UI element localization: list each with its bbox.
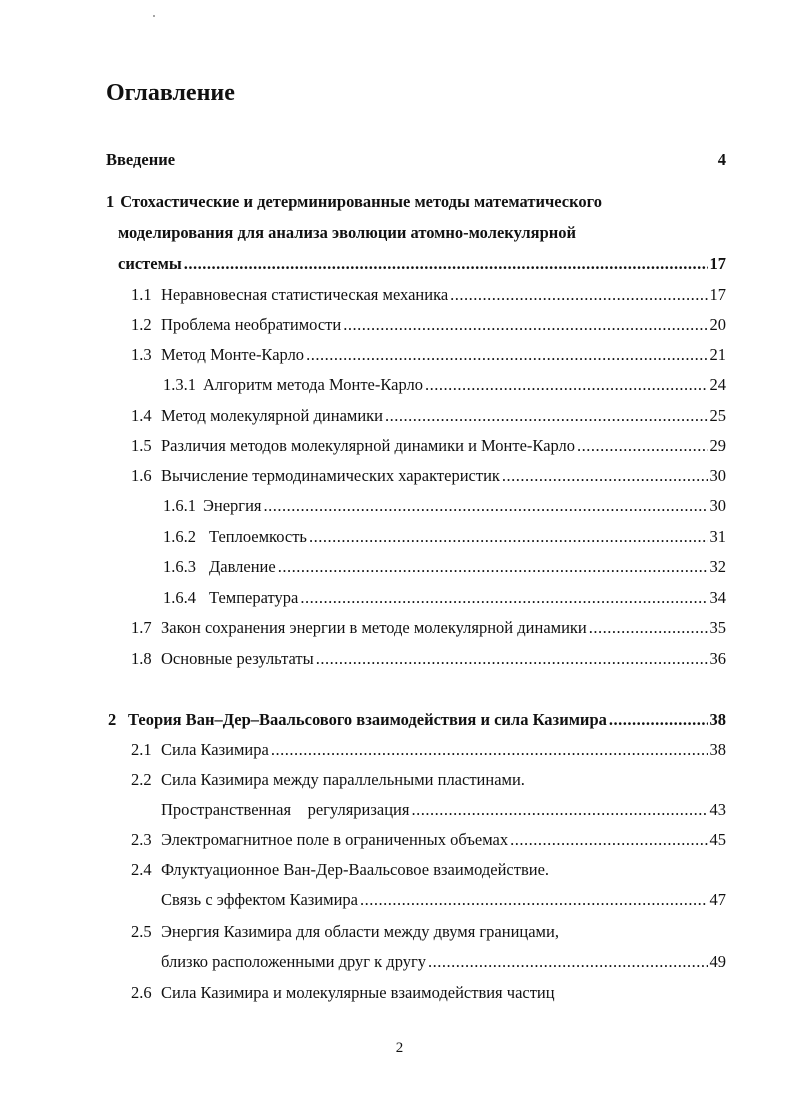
toc-entry-2-5-line1[interactable] <box>131 918 726 946</box>
toc-chapter-number: 1 <box>106 192 115 211</box>
toc-entry-1-6-1[interactable] <box>163 492 726 520</box>
toc-section-number: 1.6.4 <box>163 588 196 607</box>
toc-page-number: 25 <box>709 406 726 425</box>
toc-page-number: 34 <box>709 588 726 607</box>
toc-label: Вычисление термодинамических характеристик <box>161 466 500 485</box>
toc-section-number: 1.4 <box>131 406 152 425</box>
toc-page-number: 45 <box>709 830 726 849</box>
toc-label: Введение <box>106 150 176 169</box>
dot-leader <box>271 736 708 764</box>
toc-entry-2-5-line2[interactable] <box>161 948 726 976</box>
toc-page-number: 20 <box>709 315 726 334</box>
toc-label: Сила Казимира <box>161 740 269 759</box>
dot-leader <box>589 614 708 642</box>
toc-section-number: 1.3 <box>131 345 152 364</box>
toc-label: Сила Казимира и молекулярные взаимодействия частиц <box>161 983 555 1002</box>
toc-entry-2-3[interactable] <box>131 826 726 854</box>
toc-label: Флуктуационное Ван-Дер-Ваальсовое взаимодействие. <box>161 860 550 879</box>
toc-chapter-1-line1[interactable] <box>106 188 726 216</box>
toc-entry-2-2-line2[interactable] <box>161 796 726 824</box>
toc-page-number: 17 <box>709 254 726 273</box>
toc-page-number: 31 <box>709 527 726 546</box>
toc-page-number: 4 <box>717 150 726 169</box>
dot-leader <box>510 826 707 854</box>
toc-label: Сила Казимира между параллельными пластинами. <box>161 770 525 789</box>
toc-entry-2-2-line1[interactable] <box>131 766 726 794</box>
dot-leader <box>343 311 707 339</box>
toc-section-number: 1.8 <box>131 649 152 668</box>
toc-entry-1-6[interactable] <box>131 462 726 490</box>
dot-leader <box>577 432 707 460</box>
dot-leader <box>360 886 708 914</box>
toc-section-number: 1.6.2 <box>163 527 196 546</box>
toc-entry-1-3[interactable] <box>131 341 726 369</box>
toc-entry-1-4[interactable] <box>131 402 726 430</box>
toc-label: Теория Ван–Дер–Ваальсового взаимодействия и сила Казимира <box>128 710 607 729</box>
toc-section-number: 1.6 <box>131 466 152 485</box>
toc-label: Неравновесная статистическая механика <box>161 285 449 304</box>
toc-entry-2-4-line2[interactable] <box>161 886 726 914</box>
toc-label: Температура <box>209 588 299 607</box>
toc-entry-1-5[interactable] <box>131 432 726 460</box>
toc-label: Теплоемкость <box>209 527 307 546</box>
toc-page-number: 38 <box>709 740 726 759</box>
toc-entry-1-2[interactable] <box>131 311 726 339</box>
toc-page-number: 29 <box>709 436 726 455</box>
toc-chapter-2[interactable] <box>108 706 726 734</box>
dot-leader <box>428 948 707 976</box>
toc-section-number: 1.1 <box>131 285 152 304</box>
dot-leader <box>411 796 707 824</box>
toc-section-number: 1.6.1 <box>163 496 196 515</box>
toc-entry-2-6[interactable] <box>131 979 726 1007</box>
page-number: 2 <box>395 1040 404 1056</box>
toc-section-number: 1.2 <box>131 315 152 334</box>
toc-label: близко расположенными друг к другу <box>161 952 427 971</box>
toc-label: Метод Монте-Карло <box>161 345 305 364</box>
toc-chapter-number: 2 <box>108 710 117 729</box>
toc-page-number: 24 <box>709 375 726 394</box>
toc-page-number: 47 <box>709 890 726 909</box>
dot-leader <box>385 402 707 430</box>
toc-section-number: 2.3 <box>131 830 152 849</box>
dot-leader <box>309 523 708 551</box>
toc-page-number: 43 <box>709 800 726 819</box>
toc-entry-1-7[interactable] <box>131 614 726 642</box>
toc-label: Связь с эффектом Казимира <box>161 890 358 909</box>
toc-entry-1-6-3[interactable] <box>163 553 726 581</box>
toc-section-number: 2.6 <box>131 983 152 1002</box>
dot-leader <box>306 341 707 369</box>
scan-speck <box>153 15 155 17</box>
toc-label: Стохастические и детерминированные методы математического <box>120 192 602 211</box>
toc-label: Пространственная регуляризация <box>161 800 410 819</box>
dot-leader <box>316 645 708 673</box>
dot-leader <box>502 462 708 490</box>
toc-section-number: 2.5 <box>131 922 152 941</box>
toc-page-number: 38 <box>709 710 726 729</box>
toc-page-number: 35 <box>709 618 726 637</box>
toc-entry-1-6-2[interactable] <box>163 523 726 551</box>
dot-leader <box>425 371 708 399</box>
dot-leader <box>609 706 708 734</box>
toc-label: Алгоритм метода Монте-Карло <box>203 375 423 394</box>
dot-leader <box>263 492 707 520</box>
toc-label: моделирования для анализа эволюции атомно-молекулярной <box>118 223 577 242</box>
toc-page-number: 17 <box>709 285 726 304</box>
toc-chapter-1-line3[interactable] <box>118 250 726 278</box>
toc-label: Различия методов молекулярной динамики и Монте-Карло <box>161 436 576 455</box>
dot-leader <box>184 250 708 278</box>
toc-label: Давление <box>209 557 276 576</box>
toc-page-number: 49 <box>709 952 726 971</box>
toc-section-number: 1.6.3 <box>163 557 196 576</box>
toc-label: Проблема необратимости <box>161 315 342 334</box>
toc-page-number: 21 <box>709 345 726 364</box>
toc-label: Энергия Казимира для области между двумя границами, <box>161 922 559 941</box>
toc-section-number: 2.2 <box>131 770 152 789</box>
toc-section-number: 2.1 <box>131 740 152 759</box>
toc-label: системы <box>118 254 182 273</box>
toc-label: Электромагнитное поле в ограниченных объемах <box>161 830 509 849</box>
toc-page-number: 36 <box>709 649 726 668</box>
toc-page-number: 32 <box>709 557 726 576</box>
toc-label: Метод молекулярной динамики <box>161 406 384 425</box>
toc-label: Энергия <box>203 496 262 515</box>
toc-section-number: 2.4 <box>131 860 152 879</box>
toc-entry-2-4-line1[interactable] <box>131 856 726 884</box>
dot-leader <box>300 584 707 612</box>
toc-page-number: 30 <box>709 466 726 485</box>
toc-label: Основные результаты <box>161 649 314 668</box>
toc-entry-intro[interactable] <box>106 146 726 174</box>
toc-entry-1-8[interactable] <box>131 645 726 673</box>
toc-section-number: 1.7 <box>131 618 152 637</box>
toc-label: Закон сохранения энергии в методе молекулярной динамики <box>161 618 587 637</box>
toc-entry-1-3-1[interactable] <box>163 371 726 399</box>
dot-leader <box>450 281 707 309</box>
toc-section-number: 1.3.1 <box>163 375 196 394</box>
dot-leader <box>278 553 708 581</box>
toc-page-number: 30 <box>709 496 726 515</box>
toc-chapter-1-line2[interactable] <box>118 219 726 247</box>
toc-entry-1-1[interactable] <box>131 281 726 309</box>
page-title: Оглавление <box>106 80 235 106</box>
toc-section-number: 1.5 <box>131 436 152 455</box>
toc-entry-1-6-4[interactable] <box>163 584 726 612</box>
toc-entry-2-1[interactable] <box>131 736 726 764</box>
